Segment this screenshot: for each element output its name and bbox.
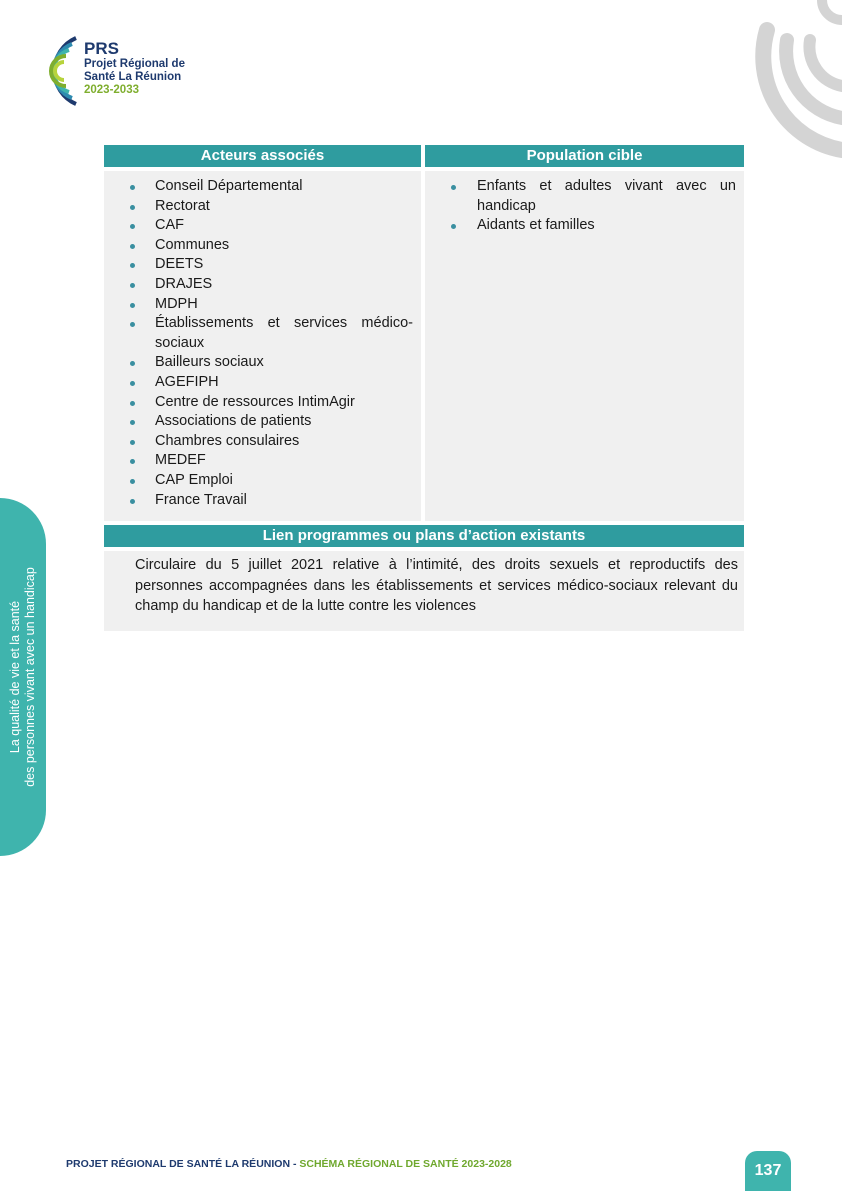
actor-item: Établissements et services médico-sociaux [104,314,413,353]
corner-decoration [702,0,842,160]
actors-cell [104,171,421,521]
logo-line-1: Projet Régional de [84,58,185,70]
actor-item: Associations de patients [104,412,413,432]
actor-item: CAF [104,216,413,236]
actor-item: Conseil Départemental [104,177,413,197]
footer-schema: SCHÉMA RÉGIONAL DE SANTÉ 2023-2028 [299,1158,512,1170]
page-number: 137 [745,1151,791,1191]
page-footer [66,1158,512,1170]
actor-item: MEDEF [104,451,413,471]
actor-item: MDPH [104,295,413,315]
prs-logo-icon [24,30,84,112]
actor-item: Chambres consulaires [104,432,413,452]
population-header: Population cible [425,145,744,167]
links-header: Lien programmes ou plans d’action existants [104,525,744,547]
actors-list [104,171,421,510]
population-cell [425,171,744,521]
logo-years: 2023-2033 [84,84,139,96]
actors-header: Acteurs associés [104,145,421,167]
side-label-line-1: La qualité de vie et la santé [8,600,22,754]
side-label-line-2: des personnes vivant avec un handicap [23,567,37,787]
actor-item: CAP Emploi [104,471,413,491]
info-table [104,145,744,631]
footer-separator: - [290,1158,300,1170]
actor-item: DEETS [104,255,413,275]
prs-logo [24,30,204,112]
links-cell [104,551,744,631]
population-item: Enfants et adultes vivant avec un handicap [425,177,736,216]
logo-title: PRS [84,39,119,58]
section-side-label [8,567,38,787]
actor-item: AGEFIPH [104,373,413,393]
actor-item: Communes [104,236,413,256]
actor-item: DRAJES [104,275,413,295]
actor-item: Centre de ressources IntimAgir [104,393,413,413]
logo-line-2: Santé La Réunion [84,71,182,83]
actor-item: Bailleurs sociaux [104,353,413,373]
footer-project: PROJET RÉGIONAL DE SANTÉ LA RÉUNION [66,1158,291,1170]
population-list [425,171,744,236]
links-text: Circulaire du 5 juillet 2021 relative à l’intimité, des droits sexuels et reproductifs des personnes accompagnées dans les établissements et services médico-sociaux relevant du champ du handicap et de la lutte contre les violences [135,557,738,614]
actor-item: France Travail [104,491,413,511]
population-item: Aidants et familles [425,216,736,236]
actor-item: Rectorat [104,197,413,217]
section-side-tab [0,498,46,856]
